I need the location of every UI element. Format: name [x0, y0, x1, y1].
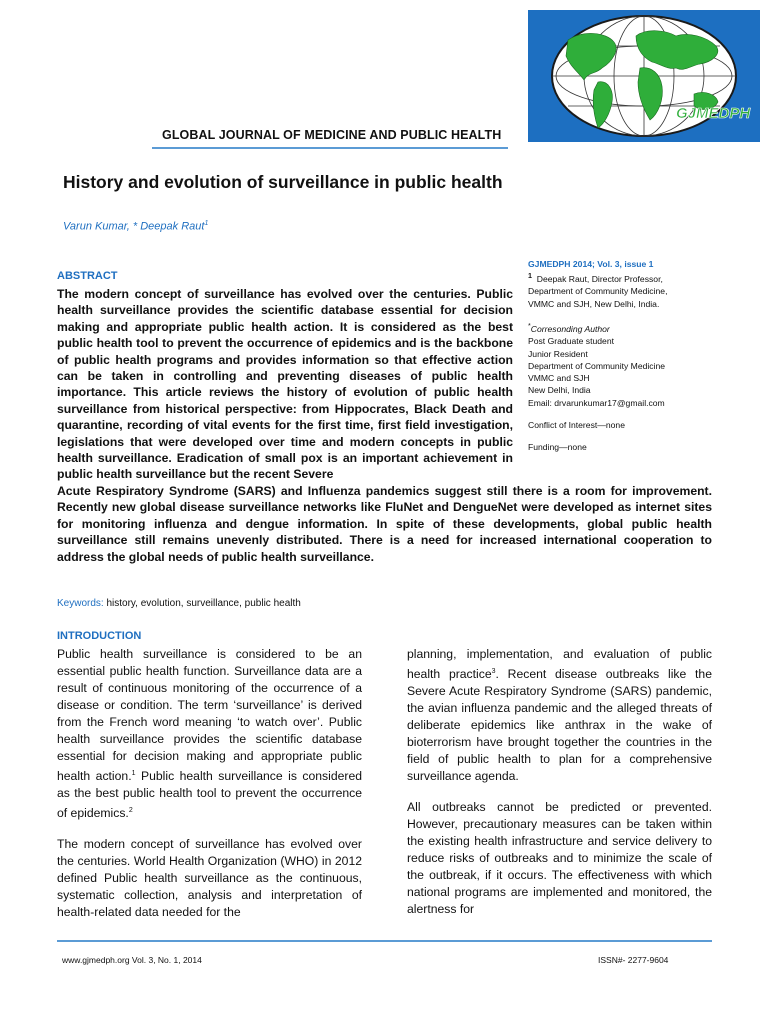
introduction-heading: INTRODUCTION [57, 630, 142, 642]
footer-issn: ISSN#- 2277-9604 [598, 955, 669, 965]
footer-journal-info[interactable]: www.gjmedph.org Vol. 3, No. 1, 2014 [62, 955, 202, 965]
article-title: History and evolution of surveillance in public health [63, 172, 503, 192]
logo-text: GJMEDPH [676, 105, 751, 122]
keywords-label: Keywords: [57, 598, 104, 609]
paragraph: The modern concept of surveillance has evolved over the centuries. World Health Organization (WHO) in 2012 defined Public health surveillance as the continuous, systematic collection, analysis and interpretation of health-related data needed for the [57, 837, 362, 920]
corresponding-line: New Delhi, India [528, 385, 591, 396]
abstract-text-part2: Acute Respiratory Syndrome (SARS) and Influenza pandemics suggest still there is a room for improvement. Recently new global disease surveillance networks like FluNet and DengueNet were developed as internet sites for monitoring influenza and dengue information. In spite of these developments, global public health surveillance still remains unevenly distributed. There is a need for increased international cooperation to address the global needs of public health surveillance. [57, 483, 712, 564]
keywords [57, 598, 301, 609]
journal-title: GLOBAL JOURNAL OF MEDICINE AND PUBLIC HEALTH [162, 128, 502, 142]
corresponding-line: Post Graduate student [528, 336, 614, 347]
email-link[interactable]: Email: drvarunkumar17@gmail.com [528, 397, 665, 408]
affiliation-line: Deepak Raut, Director Professor, [536, 274, 663, 285]
affiliation-mark: 1 [528, 272, 532, 281]
header-rule [152, 147, 508, 149]
journal-logo [528, 10, 760, 142]
affiliation-line: VMMC and SJH, New Delhi, India. [528, 298, 660, 309]
globe-icon [528, 10, 760, 142]
author-affiliation-mark: 1 [204, 220, 209, 227]
footer-rule [57, 940, 712, 942]
affiliation [528, 270, 728, 285]
abstract-heading: ABSTRACT [57, 270, 118, 282]
corresponding-line: VMMC and SJH [528, 373, 590, 384]
paragraph: Public health surveillance is considered to be an essential public health function. Surveillance data are a result of continuous monitoring of the occurrence of a disease or condition. The term ‘surveillance’ is derived from the French word meaning ‘to watch over’. Public health surveillance provides the scientific database essential for decision making and appropriate public health action.$^1$ Public health surveillance is considered as the best public health tool to prevent the occurrence of epidemics.$^2$ [57, 647, 362, 821]
citation: GJMEDPH 2014; Vol. 3, issue 1 [528, 259, 654, 269]
body-column-right [407, 646, 712, 932]
body-column-left [57, 646, 362, 935]
abstract-text-part1: The modern concept of surveillance has evolved over the centuries. Public health surveillance provides the scientific database essential for decision making and appropriate public health action. It is considered as the best public health tool to prevent the occurrence of epidemics and is the backbone of public health programs and provides information so that effective action can be taken in controlling and preventing diseases of public health importance. This article reviews the history of evolution of public health surveillance from historical perspective: from Hippocrates, Black Death and quarantine, recording of vital events for the first time, first field investigation, legislations that were developed over time and modern concepts in public health surveillance. Eradication of small pox is an important achievement in public health surveillance but the recent Severe [57, 287, 513, 482]
affiliation-line: Department of Community Medicine, [528, 286, 668, 297]
corresponding-line: Department of Community Medicine [528, 360, 666, 371]
corresponding-mark: * [528, 322, 531, 331]
corresponding-line: Junior Resident [528, 348, 588, 359]
keywords-text: history, evolution, surveillance, public health [103, 598, 301, 609]
conflict-of-interest: Conflict of Interest—none [528, 419, 625, 430]
paragraph: planning, implementation, and evaluation of public health practice$^3$. Recent disease outbreaks like the Severe Acute Respiratory Syndrome (SARS) pandemic, the avian influenza pandemic and the alleged threats of deliberate epidemics like anthrax in the wake of bioterrorism have brought together the countries in the field of public health to plan for a comprehensive surveillance agenda. [407, 647, 712, 784]
article-info-sidebar [528, 258, 728, 454]
paragraph: All outbreaks cannot be predicted or prevented. However, precautionary measures can be taken within the existing health infrastructure and service delivery to reduce risks of outbreaks and to minimize the scale of the outbreak, if it occurs. The effectiveness with which national programs are implemented and monitored, the alertness for [407, 800, 712, 917]
authors [63, 220, 208, 233]
authors-text: Varun Kumar, * Deepak Raut [63, 220, 205, 233]
funding: Funding—none [528, 442, 587, 453]
corresponding-author-label: *Corresonding Author [528, 322, 610, 334]
